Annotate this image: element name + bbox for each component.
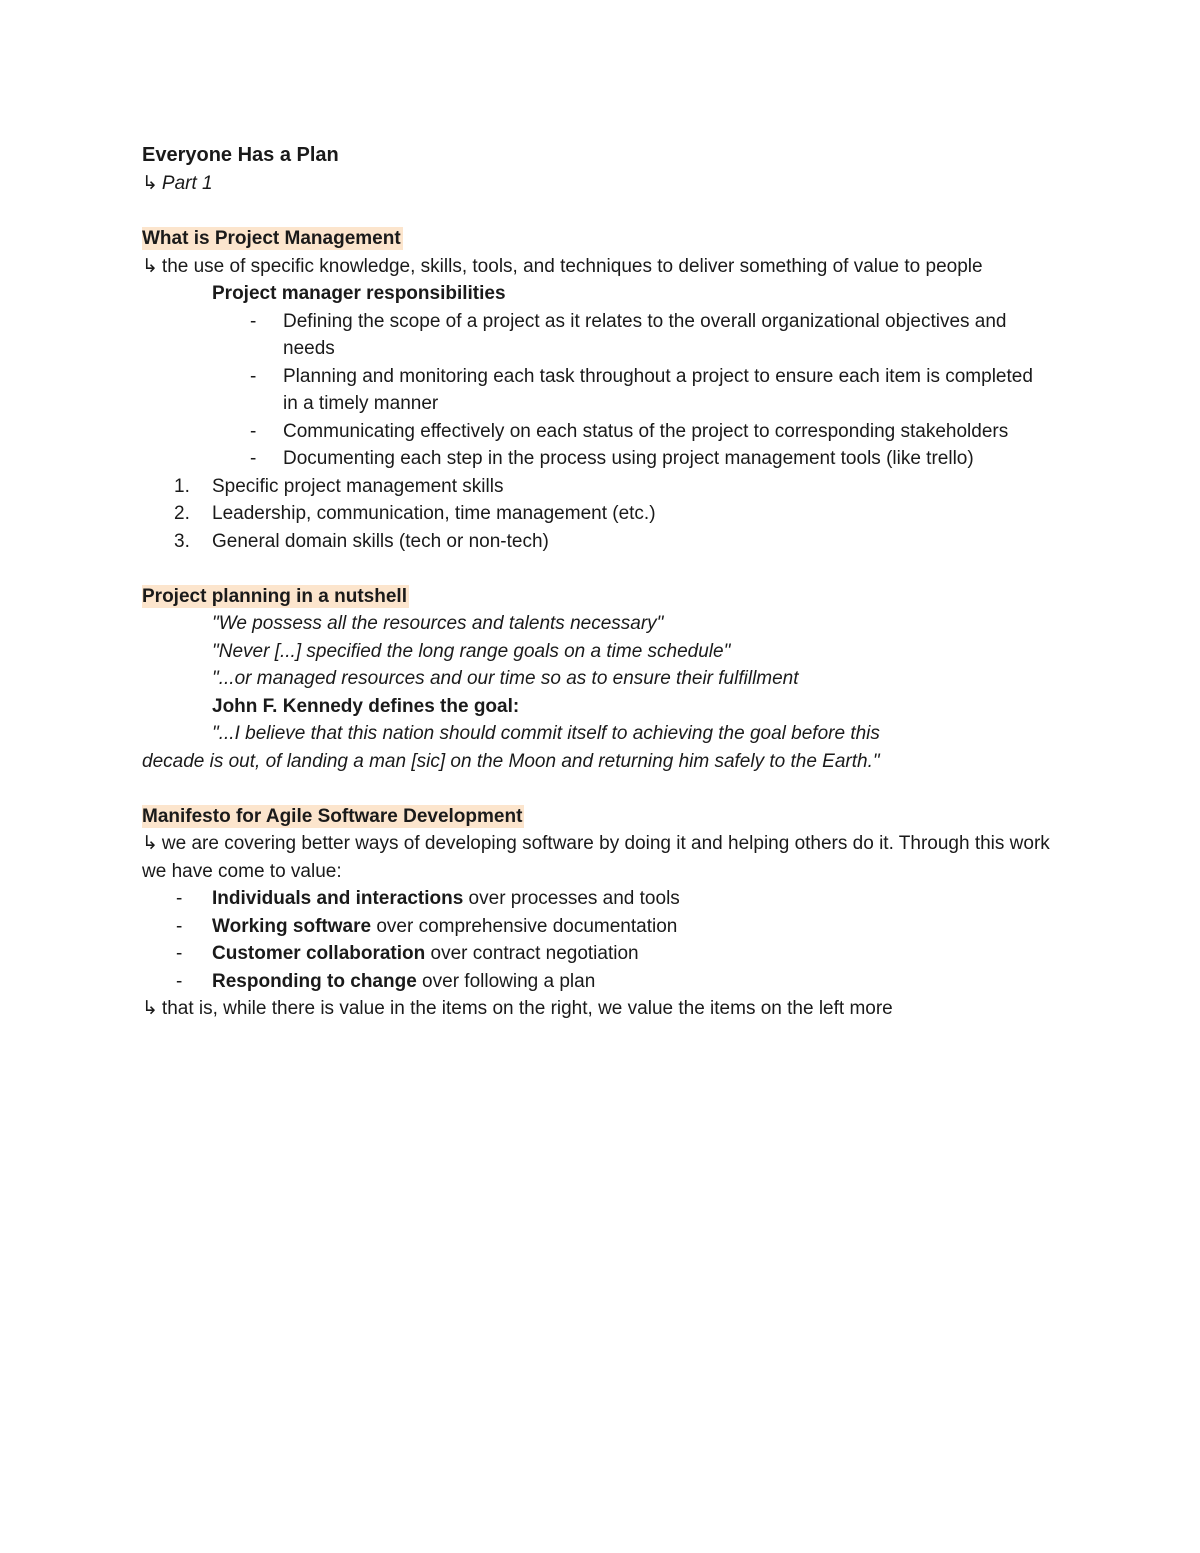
agile-values-list bbox=[142, 885, 1062, 995]
dash-bullet: - bbox=[250, 310, 257, 332]
jfk-label: John F. Kennedy defines the goal: bbox=[212, 695, 520, 717]
pm-subheading: Project manager responsibilities bbox=[212, 283, 506, 304]
list-number: 3. bbox=[174, 530, 190, 552]
dash-bullet: - bbox=[176, 915, 183, 937]
skills-list bbox=[142, 473, 1062, 556]
value-rest: over contract negotiation bbox=[425, 943, 639, 964]
dash-bullet: - bbox=[250, 365, 257, 387]
document-title: Everyone Has a Plan bbox=[142, 144, 339, 166]
list-item-text: Communicating effectively on each status of the project to corresponding stakeholders bbox=[283, 420, 1009, 442]
section-heading-pm: What is Project Management bbox=[142, 228, 401, 249]
list-item bbox=[142, 913, 1062, 941]
agile-intro-text: we are covering better ways of developing software by doing it and helping others do it. Through this work we have come to value: bbox=[142, 833, 1050, 882]
blank-line bbox=[142, 555, 1062, 583]
quote-line: "Never [...] specified the long range goals on a time schedule" bbox=[212, 640, 731, 662]
dash-bullet: - bbox=[176, 970, 183, 992]
agile-conclusion bbox=[142, 995, 1062, 1023]
value-rest: over following a plan bbox=[416, 970, 596, 992]
responsibilities-list bbox=[142, 308, 1062, 473]
document-subtitle: Part 1 bbox=[161, 173, 213, 194]
agile-heading-line bbox=[142, 803, 1062, 831]
list-item bbox=[142, 308, 1062, 363]
sub-arrow-icon: ↳ bbox=[142, 255, 158, 277]
value-bold: Individuals and interactions bbox=[212, 888, 464, 909]
value-bold: Working software bbox=[212, 915, 372, 937]
blank-line bbox=[142, 198, 1062, 226]
dash-bullet: - bbox=[176, 943, 183, 964]
list-item bbox=[142, 418, 1062, 446]
jfk-quote-line2: decade is out, of landing a man [sic] on the Moon and returning him safely to the Earth." bbox=[142, 750, 880, 772]
list-item bbox=[142, 968, 1062, 996]
planning-heading-line bbox=[142, 583, 1062, 611]
list-item-text: Specific project management skills bbox=[212, 475, 504, 497]
jfk-quote-line1: "...I believe that this nation should commit itself to achieving the goal before this bbox=[212, 723, 880, 744]
list-number: 1. bbox=[174, 475, 190, 497]
quote-line: "...or managed resources and our time so as to ensure their fulfillment bbox=[212, 668, 799, 689]
section-heading-planning: Project planning in a nutshell bbox=[142, 585, 407, 607]
dash-bullet: - bbox=[176, 888, 183, 909]
agile-intro bbox=[142, 830, 1062, 885]
list-item bbox=[142, 528, 1062, 556]
dash-bullet: - bbox=[250, 420, 257, 442]
subtitle-line bbox=[142, 170, 1062, 198]
list-number: 2. bbox=[174, 503, 190, 524]
list-item bbox=[142, 445, 1062, 473]
agile-conclusion-text: that is, while there is value in the items on the right, we value the items on the left more bbox=[161, 998, 893, 1019]
value-bold: Customer collaboration bbox=[212, 943, 426, 964]
list-item-text: Documenting each step in the process using project management tools (like trello) bbox=[283, 448, 974, 469]
document-page bbox=[142, 140, 1062, 1023]
value-bold: Responding to change bbox=[212, 970, 417, 992]
value-rest: over processes and tools bbox=[463, 888, 680, 909]
value-rest: over comprehensive documentation bbox=[371, 915, 678, 937]
pm-definition-text: the use of specific knowledge, skills, tools, and techniques to deliver something of value to people bbox=[161, 255, 983, 277]
list-item bbox=[142, 363, 1062, 418]
list-item bbox=[142, 473, 1062, 501]
dash-bullet: - bbox=[250, 448, 257, 469]
list-item bbox=[142, 500, 1062, 528]
list-item-text: Defining the scope of a project as it relates to the overall organizational objectives and needs bbox=[283, 310, 1007, 359]
pm-heading-line bbox=[142, 225, 1062, 253]
list-item-text: Leadership, communication, time management (etc.) bbox=[212, 503, 656, 524]
list-item bbox=[142, 940, 1062, 968]
list-item-text: Planning and monitoring each task throughout a project to ensure each item is completed in a timely manner bbox=[283, 365, 1033, 414]
section-heading-agile: Manifesto for Agile Software Development bbox=[142, 805, 523, 827]
sub-arrow-icon: ↳ bbox=[142, 173, 158, 194]
quote-line: "We possess all the resources and talents necessary" bbox=[212, 613, 664, 634]
list-item bbox=[142, 885, 1062, 913]
sub-arrow-icon: ↳ bbox=[142, 998, 158, 1019]
list-item-text: General domain skills (tech or non-tech) bbox=[212, 530, 549, 552]
blank-line bbox=[142, 775, 1062, 803]
pm-definition bbox=[142, 253, 1062, 281]
sub-arrow-icon: ↳ bbox=[142, 833, 158, 854]
